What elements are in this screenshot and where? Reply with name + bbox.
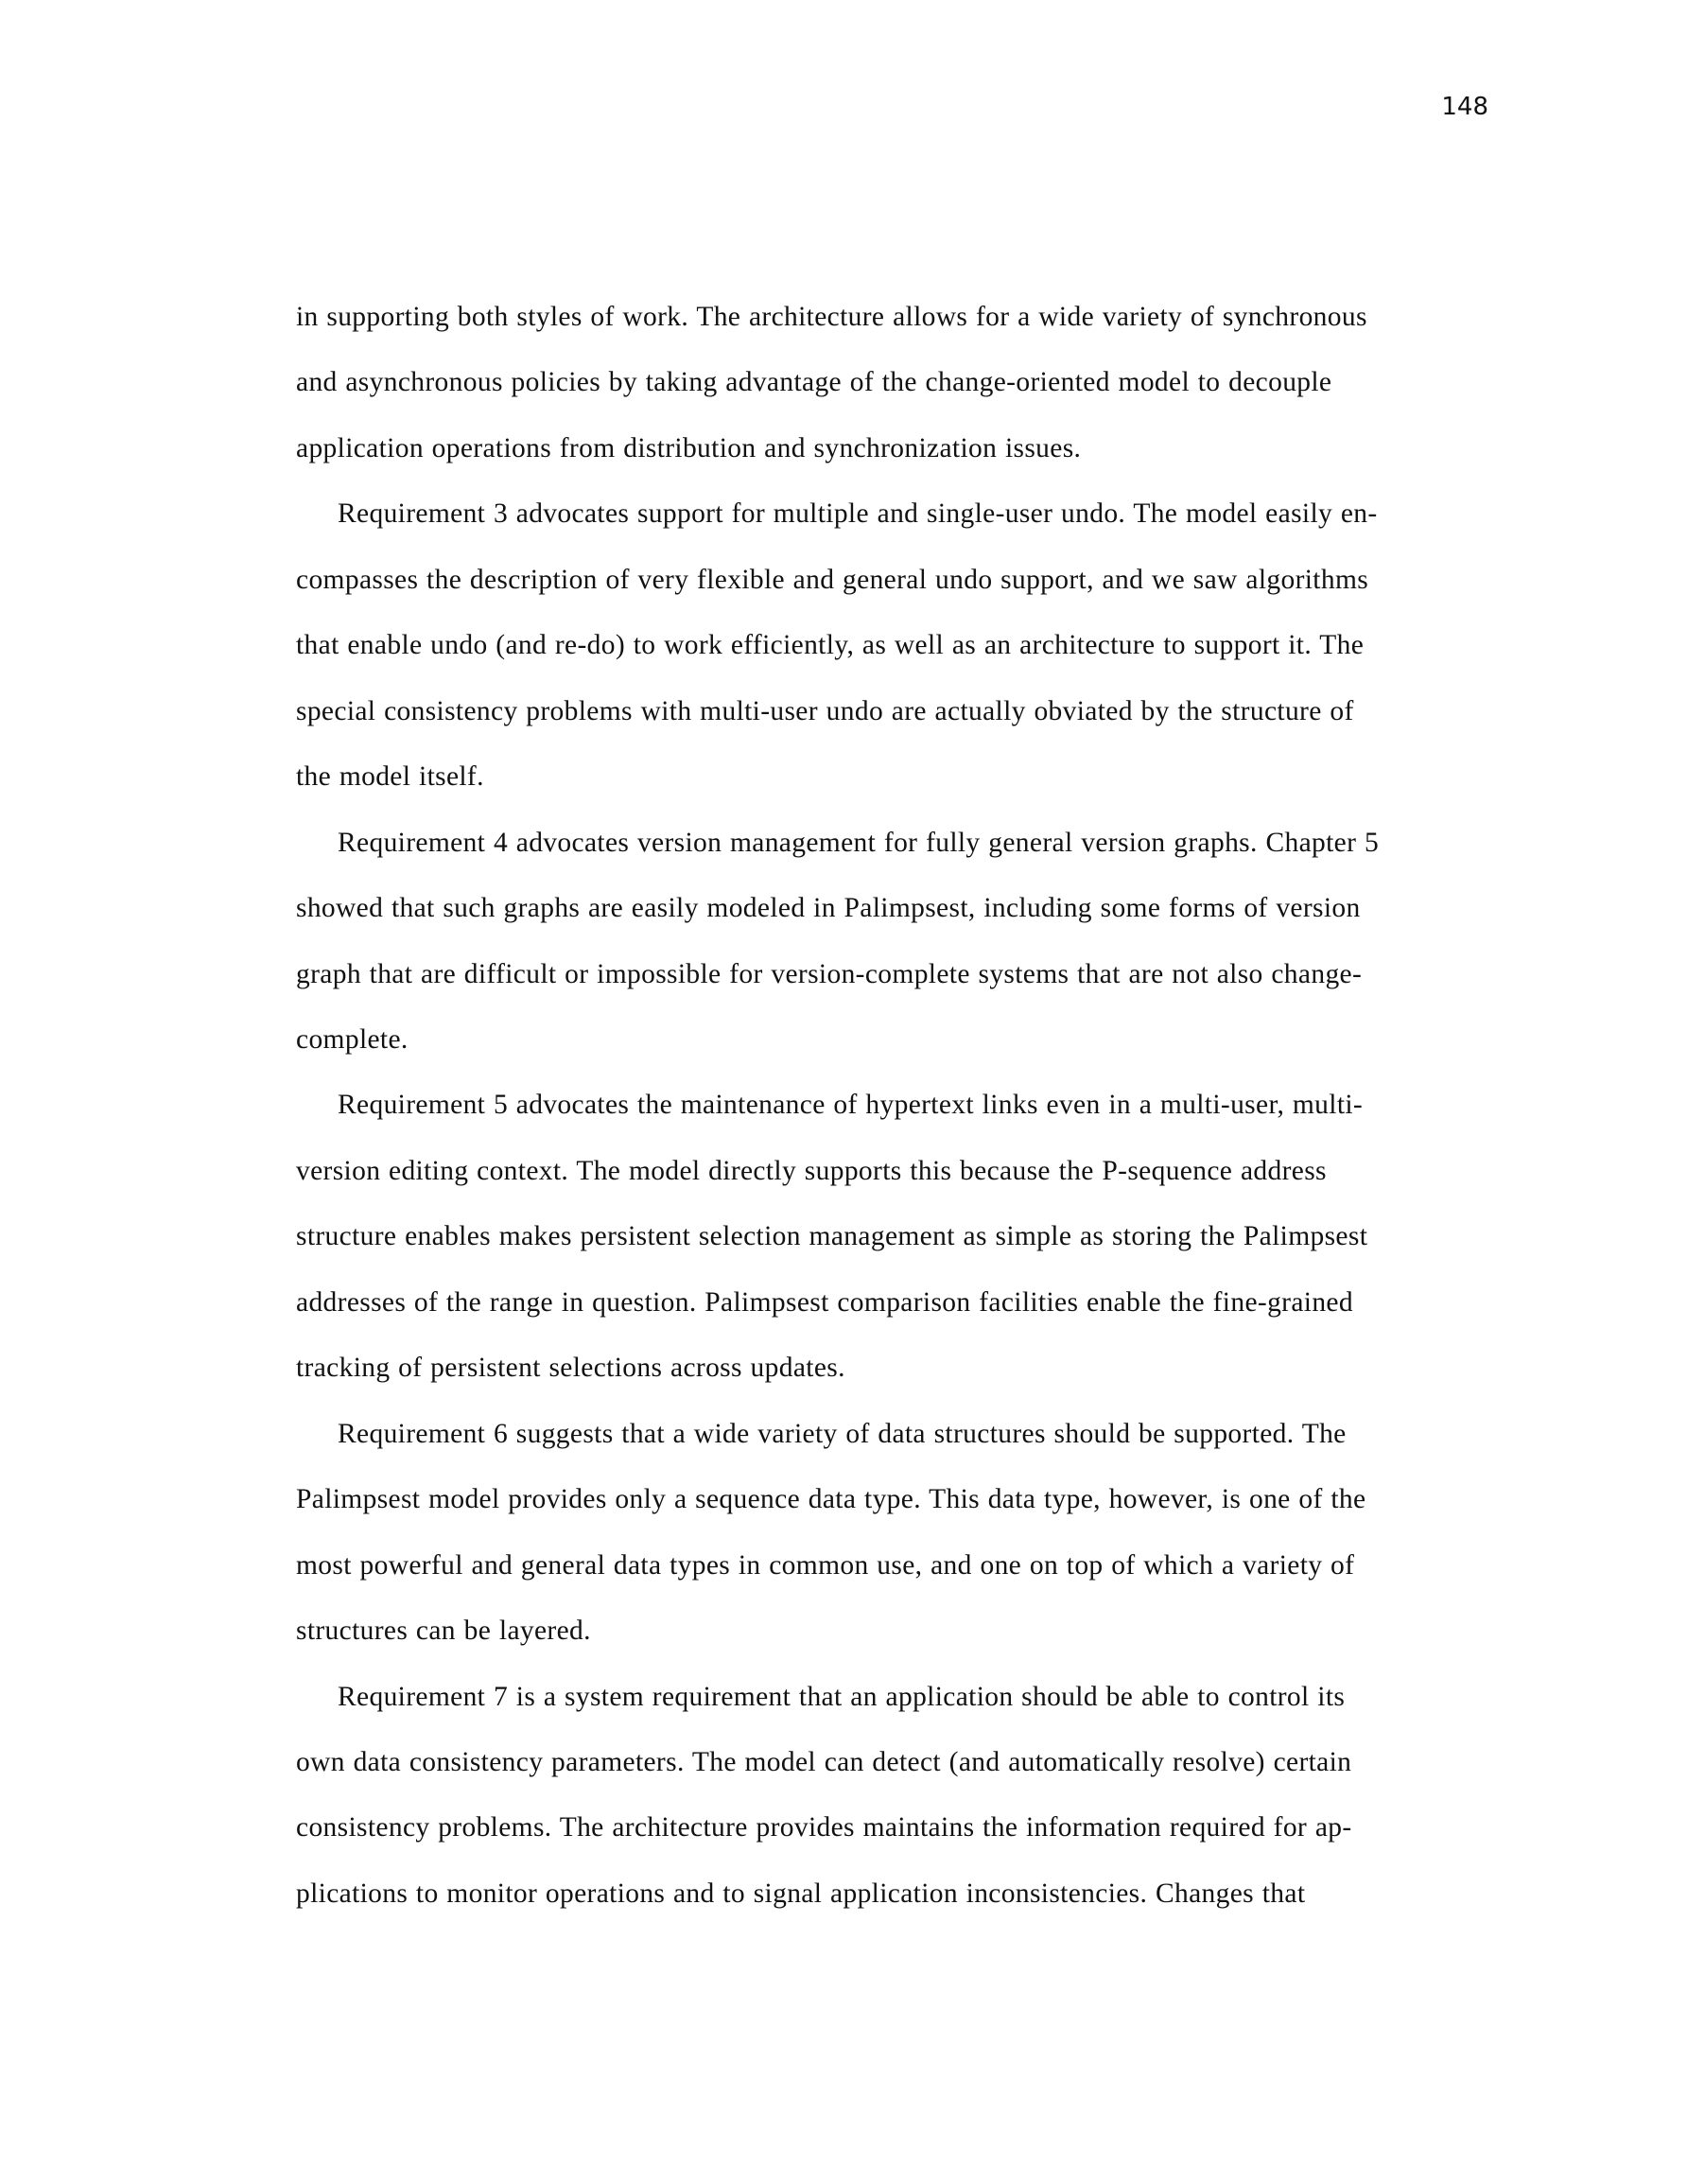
text-line: addresses of the range in question. Palimpsest comparison facilities enable the fine-grained [296,1286,1353,1318]
text-line: Requirement 5 advocates the maintenance of hypertext links even in a multi-user, multi- [338,1090,1364,1121]
body-text [296,303,1478,1945]
paragraph [296,829,1478,1092]
text-line: most powerful and general data types in common use, and one on top of which a variety of [296,1549,1355,1581]
paragraph [296,1683,1478,1946]
paragraph [296,303,1478,499]
text-line: the model itself. [296,761,484,793]
text-line: Requirement 3 advocates support for multiple and single-user undo. The model easily en- [338,498,1378,530]
text-line: graph that are difficult or impossible for version-complete systems that are not also change- [296,958,1363,989]
text-line: application operations from distribution and synchronization issues. [296,432,1082,463]
text-line: own data consistency parameters. The model can detect (and automatically resolve) certain [296,1746,1352,1777]
text-line: version editing context. The model directly supports this because the P-sequence address [296,1155,1327,1186]
text-line: Requirement 7 is a system requirement that an application should be able to control its [338,1681,1346,1712]
text-line: in supporting both styles of work. The architecture allows for a wide variety of synchronous [296,302,1367,332]
text-line: special consistency problems with multi-user undo are actually obviated by the structure of [296,695,1354,726]
text-line: and asynchronous policies by taking advantage of the change-oriented model to decouple [296,367,1332,398]
text-line: compasses the description of very flexible and general undo support, and we saw algorithms [296,564,1369,595]
paragraph [296,499,1478,828]
text-line: that enable undo (and re-do) to work efficiently, as well as an architecture to support it. The [296,630,1365,661]
text-line: tracking of persistent selections across updates. [296,1353,845,1384]
text-line: showed that such graphs are easily modeled in Palimpsest, including some forms of version [296,893,1361,924]
text-line: consistency problems. The architecture provides maintains the information required for ap- [296,1812,1352,1843]
text-line: Requirement 6 suggests that a wide variety of data structures should be supported. The [338,1418,1347,1449]
paragraph [296,1420,1478,1683]
text-line: complete. [296,1023,409,1055]
text-line: plications to monitor operations and to signal application inconsistencies. Changes that [296,1878,1306,1909]
page-number: 148 [1441,93,1488,121]
text-line: Palimpsest model provides only a sequence data type. This data type, however, is one of the [296,1484,1366,1515]
text-line: structures can be layered. [296,1616,591,1647]
paragraph [296,1091,1478,1419]
text-line: Requirement 4 advocates version management for fully general version graphs. Chapter 5 [338,827,1380,858]
text-line: structure enables makes persistent selection management as simple as storing the Palimpsest [296,1221,1368,1252]
